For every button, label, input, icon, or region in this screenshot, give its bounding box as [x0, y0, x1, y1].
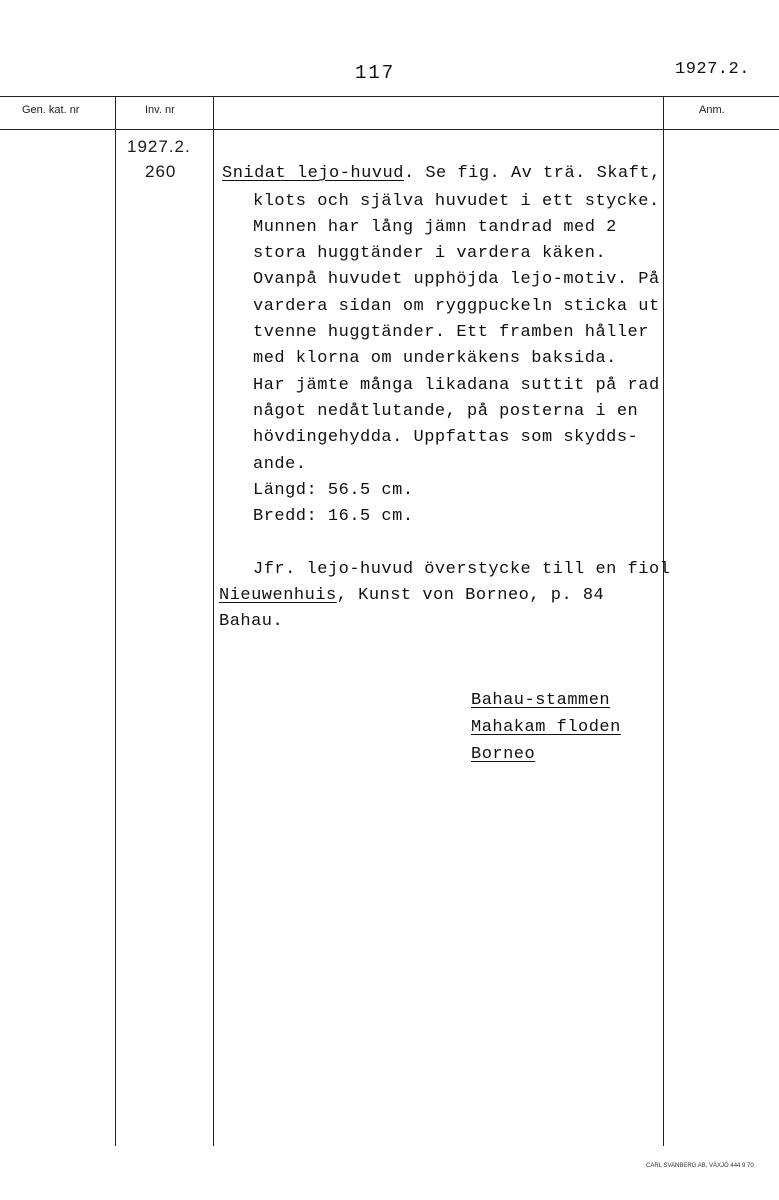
- column-divider-1: [115, 96, 116, 1146]
- column-divider-2: [213, 96, 214, 1146]
- description-line: tvenne huggtänder. Ett framben håller: [253, 323, 649, 342]
- origin-island: Borneo: [471, 745, 536, 764]
- inventory-number: 260: [145, 162, 177, 181]
- description-line: stora huggtänder i vardera käken.: [253, 244, 607, 263]
- reference-line: Jfr. lejo-huvud överstycke till en fiol: [253, 560, 671, 579]
- description-line: något nedåtlutande, på posterna i en: [253, 402, 639, 421]
- reference-author: Nieuwenhuis: [219, 586, 337, 605]
- description-line: hövdingehydda. Uppfattas som skydds-: [253, 428, 639, 447]
- entry-title: Snidat lejo-huvud: [222, 164, 404, 183]
- column-header-anm: Anm.: [699, 104, 725, 116]
- description-line: Munnen har lång jämn tandrad med 2: [253, 218, 617, 237]
- description-line: klots och själva huvudet i ett stycke.: [253, 192, 660, 211]
- description-line: med klorna om underkäkens baksida.: [253, 349, 617, 368]
- printer-imprint: CARL SVANBERG AB, VÄXJÖ 444 9 70: [646, 1163, 754, 1169]
- description-line: Ovanpå huvudet upphöjda lejo-motiv. På: [253, 270, 660, 289]
- reference-source: , Kunst von Borneo, p. 84: [336, 586, 605, 605]
- inventory-prefix: 1927.2.: [127, 137, 191, 156]
- length-measurement: Längd: 56.5 cm.: [253, 481, 414, 500]
- width-measurement: Bredd: 16.5 cm.: [253, 507, 414, 526]
- description-line: ande.: [253, 455, 307, 474]
- reference-tribe: Bahau.: [219, 612, 284, 631]
- page-number: 117: [355, 62, 396, 84]
- description-line: vardera sidan om ryggpuckeln sticka ut: [253, 297, 660, 316]
- origin-river: Mahakam floden: [471, 718, 621, 737]
- header-inventory-year: 1927.2.: [675, 60, 750, 79]
- description-line: Har jämte många likadana suttit på rad: [253, 376, 660, 395]
- column-header-inv-nr: Inv. nr: [145, 104, 175, 116]
- column-divider-3: [663, 96, 664, 1146]
- reference-citation: [219, 586, 604, 605]
- entry-title-rest: . Se fig. Av trä. Skaft,: [403, 164, 661, 183]
- origin-tribe: Bahau-stammen: [471, 691, 611, 710]
- column-header-gen-kat-nr: Gen. kat. nr: [22, 104, 80, 116]
- entry-title-line: [222, 164, 661, 183]
